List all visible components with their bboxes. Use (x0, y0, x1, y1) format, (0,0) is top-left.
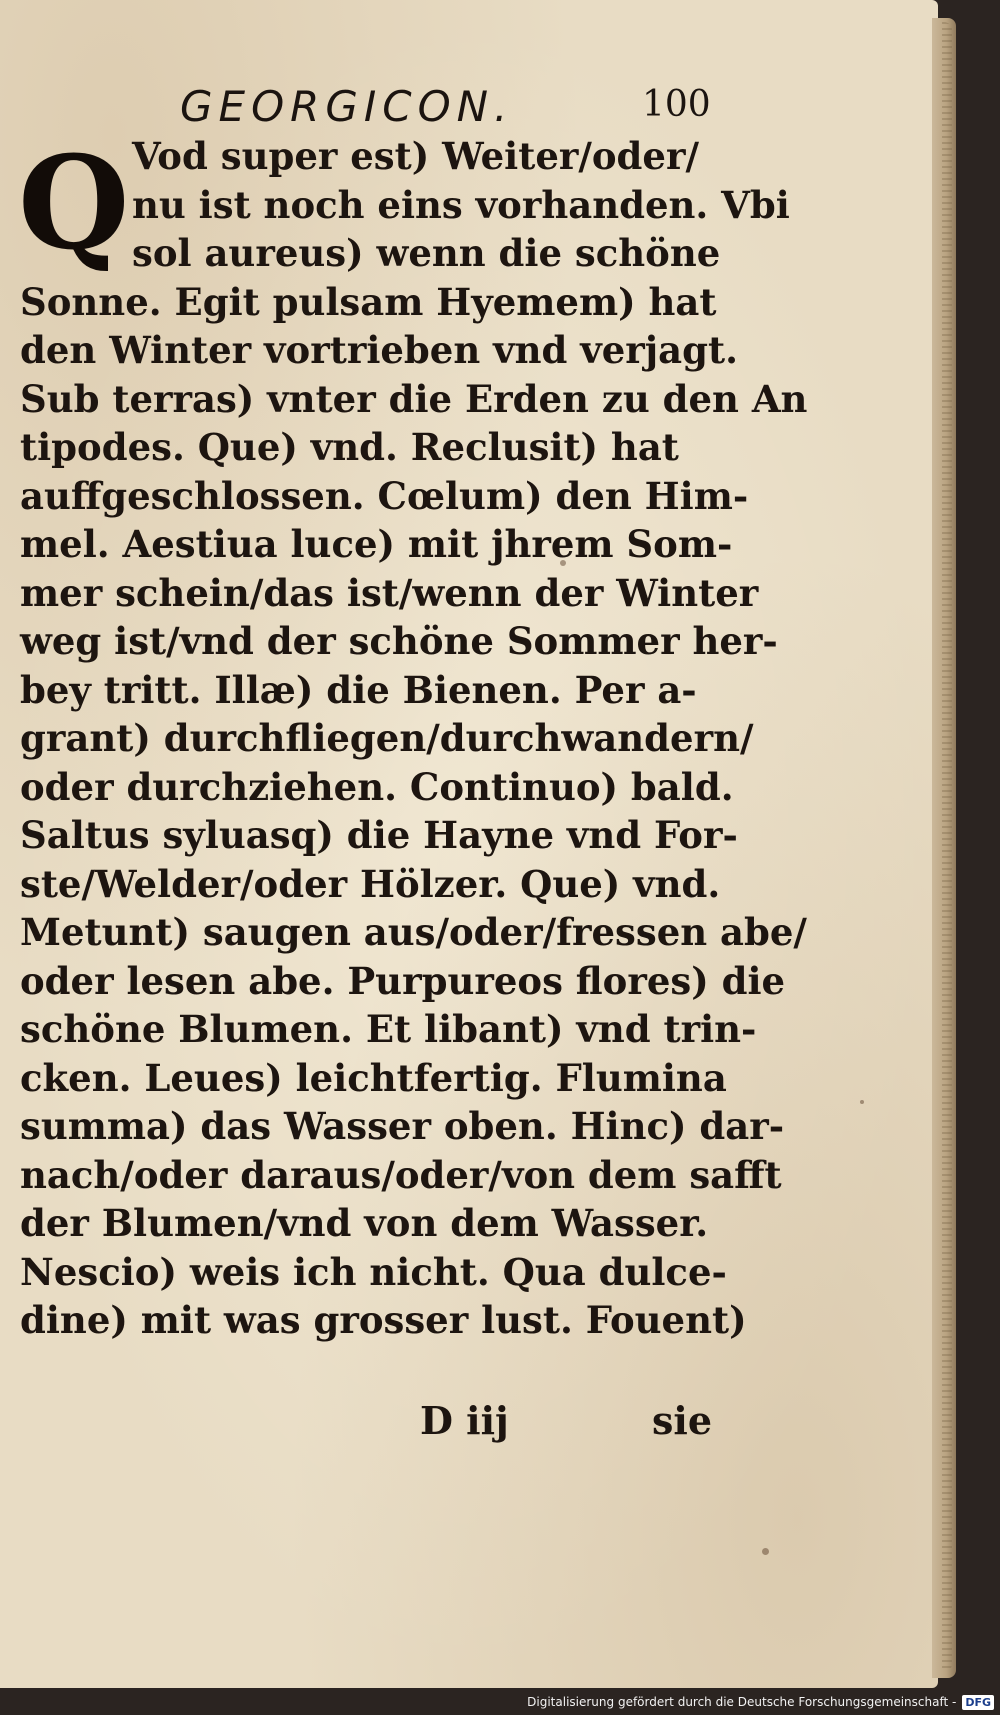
text-line: ste/Welder/oder Hölzer. Que) vnd. (20, 861, 721, 906)
text-line: oder durchziehen. Continuo) bald. (20, 764, 734, 809)
text-line: sol aureus) wenn die schöne (132, 231, 721, 275)
signature-mark: D iij (420, 1398, 509, 1443)
paper-speck (560, 560, 566, 566)
text-line: dine) mit was grosser lust. Fouent) (20, 1298, 747, 1342)
paper-speck (470, 830, 475, 835)
text-line: weg ist/vnd der schöne Sommer her- (20, 619, 778, 663)
text-line: Sub terras) vnter die Erden zu den An (20, 376, 808, 421)
paper-speck (762, 1548, 769, 1555)
text-line: den Winter vortrieben vnd verjagt. (20, 328, 738, 372)
page-number: 100 (642, 84, 711, 125)
text-line: bey tritt. Illæ) die Bienen. Per a- (20, 667, 697, 712)
text-line: mer schein/das ist/wenn der Winter (20, 570, 759, 615)
catchword: sie (652, 1398, 713, 1443)
text-line: summa) das Wasser oben. Hinc) dar- (20, 1104, 785, 1148)
text-line: grant) durchfliegen/durchwandern/ (20, 716, 754, 760)
text-line: Sonne. Egit pulsam Hyemem) hat (20, 279, 717, 324)
text-line: nu ist noch eins vorhanden. Vbi (132, 182, 790, 227)
text-line: oder lesen abe. Purpureos flores) die (20, 958, 786, 1003)
digitization-credit (527, 1691, 994, 1713)
text-line: tipodes. Que) vnd. Reclusit) hat (20, 425, 679, 469)
leaf-edges (942, 22, 952, 1672)
credit-text: Digitalisierung gefördert durch die Deutsche Forschungsgemeinschaft - (527, 1695, 957, 1709)
text-line: Vod super est) Weiter/oder/ (132, 134, 699, 178)
text-line: schöne Blumen. Et libant) vnd trin- (20, 1007, 757, 1051)
dfg-logo: DFG (962, 1695, 994, 1710)
paper-speck (860, 1100, 864, 1104)
text-line: auffgeschlossen. Cœlum) den Him- (20, 473, 749, 518)
text-line: Nescio) weis ich nicht. Qua dulce- (20, 1249, 727, 1294)
running-title: GEORGICON. (180, 82, 514, 131)
text-line: Metunt) saugen aus/oder/fressen abe/ (20, 910, 807, 954)
text-line: cken. Leues) leichtfertig. Flumina (20, 1055, 727, 1100)
text-line: mel. Aestiua luce) mit jhrem Som- (20, 522, 733, 566)
text-line: nach/oder daraus/oder/von dem safft (20, 1152, 782, 1197)
text-line: Saltus syluasq) die Hayne vnd For- (20, 813, 738, 857)
decorated-initial: Q (18, 129, 130, 279)
text-line: der Blumen/vnd von dem Wasser. (20, 1201, 709, 1245)
